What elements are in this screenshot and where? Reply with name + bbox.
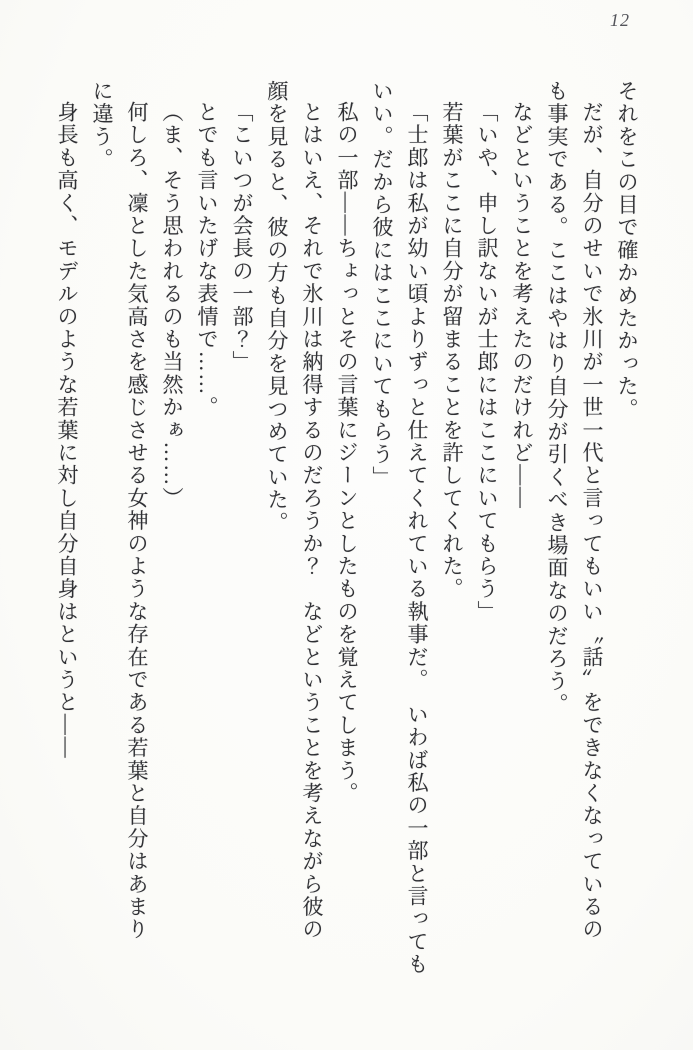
text-line: だが、自分のせいで氷川が一世一代と言ってもいい〝話〟をできなくなっているの <box>580 101 604 941</box>
text-line: 何しろ、凜とした気高さを感じさせる女神のような存在である若葉と自分はあまり <box>125 101 149 941</box>
text-line: （ま、そう思われるのも当然かぁ……） <box>160 101 184 510</box>
text-line: 私の一部——ちょっとその言葉にジーンとしたものを覚えてしまう。 <box>335 101 359 805</box>
text-line: などということを考えたのだけれど—— <box>510 101 534 510</box>
text-line: も事実である。ここはやはり自分が引くべき場面なのだろう。 <box>545 80 569 716</box>
text-line: 若葉がここに自分が留まることを許してくれた。 <box>440 101 464 601</box>
text-line: それをこの目で確かめたかった。 <box>615 80 639 421</box>
text-line: いい。だから彼にはここにいてもらう」 <box>370 80 394 489</box>
text-line: とはいえ、それで氷川は納得するのだろうか？ などということを考えながら彼の <box>300 101 324 941</box>
page-text <box>49 80 644 1012</box>
text-line: とでも言いたげな表情で……。 <box>195 101 219 419</box>
text-line: に違う。 <box>90 80 114 171</box>
text-line: 「士郎は私が幼い頃よりずっと仕えてくれている執事だ。 いわば私の一部と言っても <box>405 101 429 976</box>
page-number: 12 <box>610 10 630 30</box>
text-line: 身長も高く、モデルのような若葉に対し自分自身はというと—— <box>55 101 79 760</box>
text-line: 「いや、申し訳ないが士郎にはここにいてもらう」 <box>475 101 499 624</box>
text-line: 顔を見ると、彼の方も自分を見つめていた。 <box>265 80 289 534</box>
text-line: 「こいつが会長の一部？」 <box>230 101 254 374</box>
